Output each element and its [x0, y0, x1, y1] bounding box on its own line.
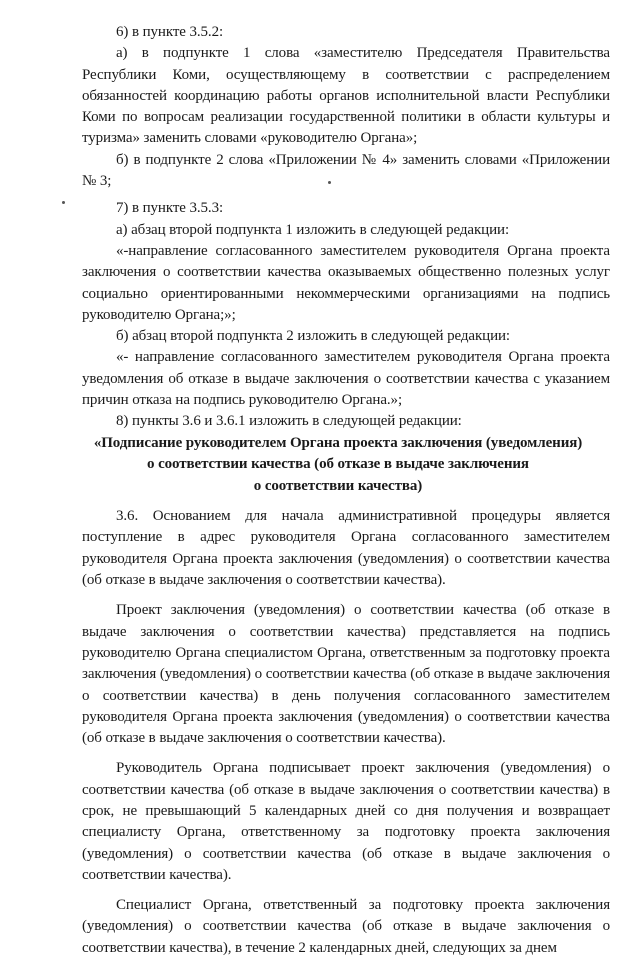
paragraph-item-6: 6) в пункте 3.5.2: — [116, 24, 224, 40]
paragraph-3-6: 3.6. Основанием для начала административной процедуры является поступление в адрес руководителя Органа согласованного заместителем руководителя Органа проекта заключения (уведомления) о соответствии качества (об отказе в выдаче заключения о соответствии качества). — [82, 508, 610, 589]
paragraph-quote-a: «-направление согласованного заместителем руководителя Органа проекта заключения о соответствии качества оказываемых общественно полезных услуг социально ориентированными некоммерческими организациями на подпись руководителю Органа;»; — [82, 242, 610, 323]
document-page — [82, 22, 610, 959]
paragraph-specialist: Специалист Органа, ответственный за подготовку проекта заключения (уведомления) о соответствии качества (об отказе в выдаче заключения о соответствии качества), в течение 2 календарных дней, следующих за днем — [82, 897, 610, 956]
paragraph-subitem-b-3-5-2: б) в подпункте 2 слова «Приложении № 4» заменить словами «Приложении № 3; — [82, 151, 610, 190]
section-heading-line-3: о соответствии качества) — [253, 477, 423, 494]
paragraph-head-signs: Руководитель Органа подписывает проект заключения (уведомления) о соответствии качества (об отказе в выдаче заключения о соответствии качества) в срок, не превышающий 5 календарных дней со дня получения и возвращает специалисту Органа, ответственному за подготовку проекта заключения (уведомления) о соответствии качества (об отказе в выдаче заключения о соответствии качества). — [82, 760, 610, 883]
section-heading-line-1: «Подписание руководителем Органа проекта заключения (уведомления) — [93, 434, 583, 451]
paragraph-item-7: 7) в пункте 3.5.3: — [116, 200, 224, 217]
section-heading-line-2: о соответствии качества (об отказе в выдаче заключения — [147, 456, 529, 473]
paragraph-quote-b: «- направление согласованного заместителем руководителя Органа проекта уведомления об отказе в выдаче заключения о соответствии качества с указанием причин отказа на подпись руководителю Органа.»; — [82, 349, 610, 409]
scan-speck — [328, 181, 331, 184]
paragraph-subitem-b-3-5-3: б) абзац второй подпункта 2 изложить в следующей редакции: — [116, 328, 510, 345]
paragraph-subitem-a-3-5-2: а) в подпункте 1 слова «заместителю Председателя Правительства Республики Коми, осуществляющему в соответствии с распределением обязанностей координацию работы органов исполнительной власти Республики Коми по вопросам реализации государственной политики в области культуры и туризма» заменить словами «руководителю Органа»; — [82, 45, 610, 147]
paragraph-item-8: 8) пункты 3.6 и 3.6.1 изложить в следующей редакции: — [116, 413, 462, 430]
paragraph-subitem-a-3-5-3: а) абзац второй подпункта 1 изложить в следующей редакции: — [116, 221, 510, 238]
paragraph-project-submission: Проект заключения (уведомления) о соответствии качества (об отказе в выдаче заключения о соответствии качества) представляется на подпись руководителю Органа специалистом Органа, ответственным за подготовку проекта заключения (уведомления) о соответствии качества (об отказе в выдаче заключения о соответствии качества) в день получения согласованного заместителем руководителя Органа проекта заключения (уведомления) о соответствии качества (об отказе в выдаче заключения о соответствии качества). — [82, 602, 610, 747]
scan-speck — [62, 201, 65, 204]
